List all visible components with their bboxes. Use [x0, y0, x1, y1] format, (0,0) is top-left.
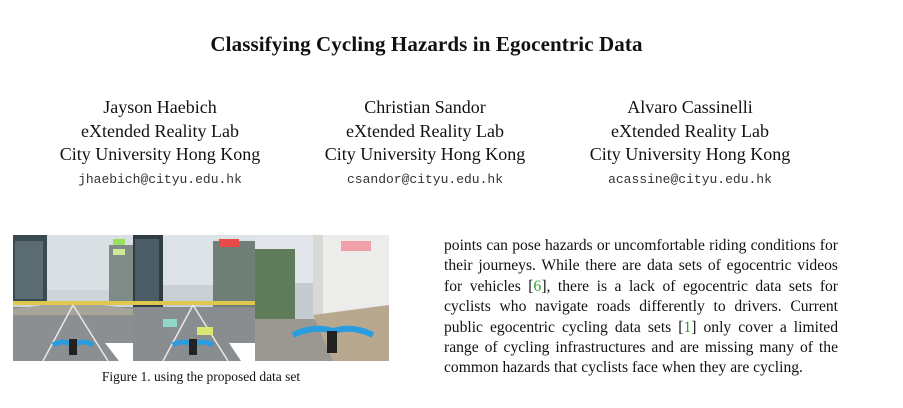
body-paragraph: [444, 236, 838, 379]
author-name: Christian Sandor: [364, 97, 486, 117]
photo-panel-2: [133, 235, 255, 361]
author-lab: eXtended Reality Lab: [611, 120, 769, 141]
body-text-segment: ] only cover a limited range of cycling infrastructures and are missing many of the common hazards that cyclists face when they are cycling.: [444, 318, 838, 377]
author-email: csandor@cityu.edu.hk: [346, 171, 504, 187]
paper-title: Classifying Cycling Hazards in Egocentric Data: [210, 32, 643, 56]
author-lab: eXtended Reality Lab: [81, 120, 239, 141]
citation-link[interactable]: 1: [683, 318, 692, 336]
author-email: acassine@cityu.edu.hk: [608, 171, 772, 187]
body-text-segment: points can pose hazards or uncomfortable riding conditions for their journeys. While there are data sets of egocentric videos for vehicles [: [444, 237, 838, 295]
author-block: [30, 96, 290, 189]
photo-panel-3: [255, 235, 389, 361]
cycling-photo-strip: [13, 235, 389, 361]
photo-panel-1: [13, 235, 133, 361]
citation-link[interactable]: 6: [533, 277, 542, 295]
author-email: jhaebich@cityu.edu.hk: [78, 171, 242, 187]
figure-image: [13, 235, 389, 361]
author-lab: eXtended Reality Lab: [346, 120, 504, 141]
author-block: [295, 96, 555, 189]
author-affiliation: City University Hong Kong: [589, 144, 791, 164]
figure-caption: Figure 1. using the proposed data set: [101, 369, 301, 384]
author-affiliation: City University Hong Kong: [59, 144, 261, 164]
author-name: Alvaro Cassinelli: [627, 97, 753, 117]
author-name: Jayson Haebich: [103, 97, 217, 117]
author-block: [560, 96, 820, 189]
body-text-segment: ], there is a lack of egocentric data sets for cyclists who navigate roads differently to drivers. Current public egocentric cycling data sets [: [444, 277, 839, 336]
author-affiliation: City University Hong Kong: [324, 144, 526, 164]
